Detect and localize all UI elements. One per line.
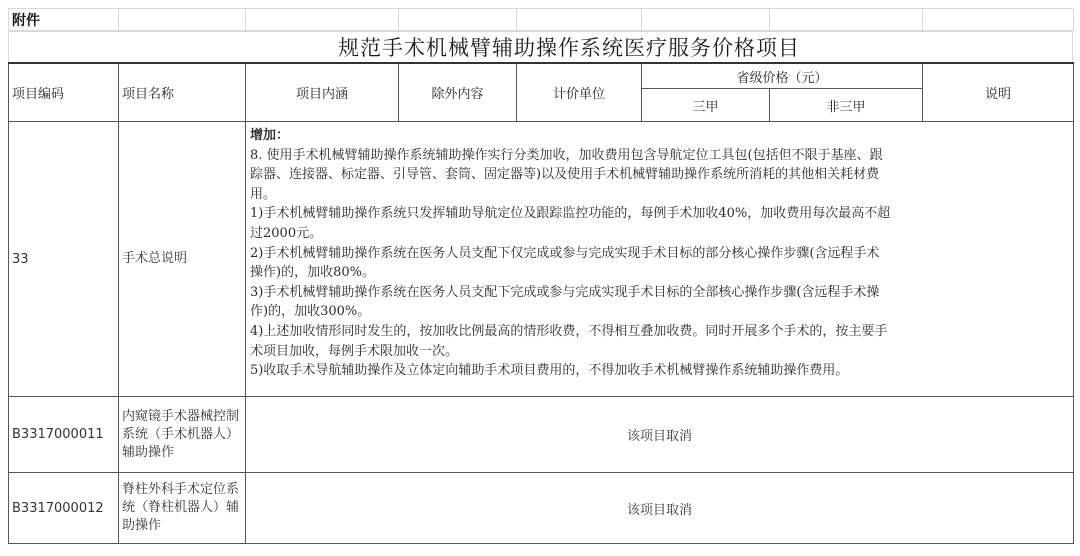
- empty-cell: [246, 9, 399, 31]
- row-code: B3317000011: [9, 397, 119, 473]
- row-name: 内窥镜手术器械控制系统（手术机器人）辅助操作: [119, 397, 246, 473]
- header-non-tier3a: 非三甲: [770, 89, 923, 122]
- content-line: 过2000元。: [250, 225, 323, 241]
- header-remarks: 说明: [923, 63, 1074, 122]
- table-row: [9, 122, 1074, 397]
- content-line: 8. 使用手术机械臂辅助操作系统辅助操作实行分类加收，加收费用包含导航定位工具包(包括但不限于基座、跟: [250, 147, 883, 163]
- row-content: [246, 122, 1074, 397]
- header-code: 项目编码: [9, 63, 119, 122]
- content-line: 术项目加收，每例手术限加收一次。: [250, 343, 459, 359]
- empty-cell: [923, 9, 1074, 31]
- empty-cell: [399, 9, 517, 31]
- header-content: 项目内涵: [246, 63, 399, 122]
- row-status: 该项目取消: [246, 397, 1074, 473]
- row-name: 脊柱外科手术定位系统（脊柱机器人）辅助操作: [119, 473, 246, 544]
- content-line: 踪器、连接器、标定器、引导管、套筒、固定器等)以及使用手术机械臂辅助操作系统所消耗的其他相关耗材费: [250, 167, 880, 183]
- header-row-1: [9, 63, 1074, 89]
- attachment-label: 附件: [9, 9, 119, 31]
- title-table: [8, 31, 1073, 62]
- content-line: 用。: [250, 186, 277, 202]
- header-price-group: 省级价格（元）: [642, 63, 923, 89]
- header-exclusions: 除外内容: [399, 63, 517, 122]
- attachment-row-table: [8, 8, 1074, 31]
- empty-cell: [119, 9, 246, 31]
- empty-cell: [770, 9, 923, 31]
- content-line: 1)手术机械臂辅助操作系统只发挥辅助导航定位及跟踪监控功能的，每例手术加收40%，加收费用每次最高不超: [250, 206, 891, 222]
- content-line: 5)收取手术导航辅助操作及立体定向辅助手术项目费用的，不得加收手术机械臂操作系统辅助操作费用。: [250, 363, 849, 379]
- price-table-sheet: [8, 8, 1073, 544]
- row-code: B3317000012: [9, 473, 119, 544]
- header-name: 项目名称: [119, 63, 246, 122]
- table-row: [9, 473, 1074, 544]
- document-title: 规范手术机械臂辅助操作系统医疗服务价格项目: [9, 32, 1073, 63]
- content-line: 4)上述加收情形同时发生的，按加收比例最高的情形收费，不得相互叠加收费。同时开展多个手术的，按主要手: [250, 323, 888, 339]
- row-code: 33: [9, 122, 119, 397]
- attachment-row: [9, 9, 1074, 31]
- header-tier3a: 三甲: [642, 89, 770, 122]
- content-line: 2)手术机械臂辅助操作系统在医务人员支配下仅完成或参与完成实现手术目标的部分核心操作步骤(含远程手术: [250, 245, 880, 261]
- content-line: 3)手术机械臂辅助操作系统在医务人员支配下完成或参与完成实现手术目标的全部核心操作步骤(含远程手术操: [250, 284, 880, 300]
- content-line: 操作)的，加收80%。: [250, 265, 375, 281]
- empty-cell: [642, 9, 770, 31]
- content-heading: 增加：: [250, 128, 290, 143]
- row-name: 手术总说明: [119, 122, 246, 397]
- content-line: 作)的，加收300%。: [250, 304, 371, 320]
- row-status: 该项目取消: [246, 473, 1074, 544]
- header-unit: 计价单位: [517, 63, 642, 122]
- empty-cell: [517, 9, 642, 31]
- table-row: [9, 397, 1074, 473]
- price-table: [8, 62, 1074, 544]
